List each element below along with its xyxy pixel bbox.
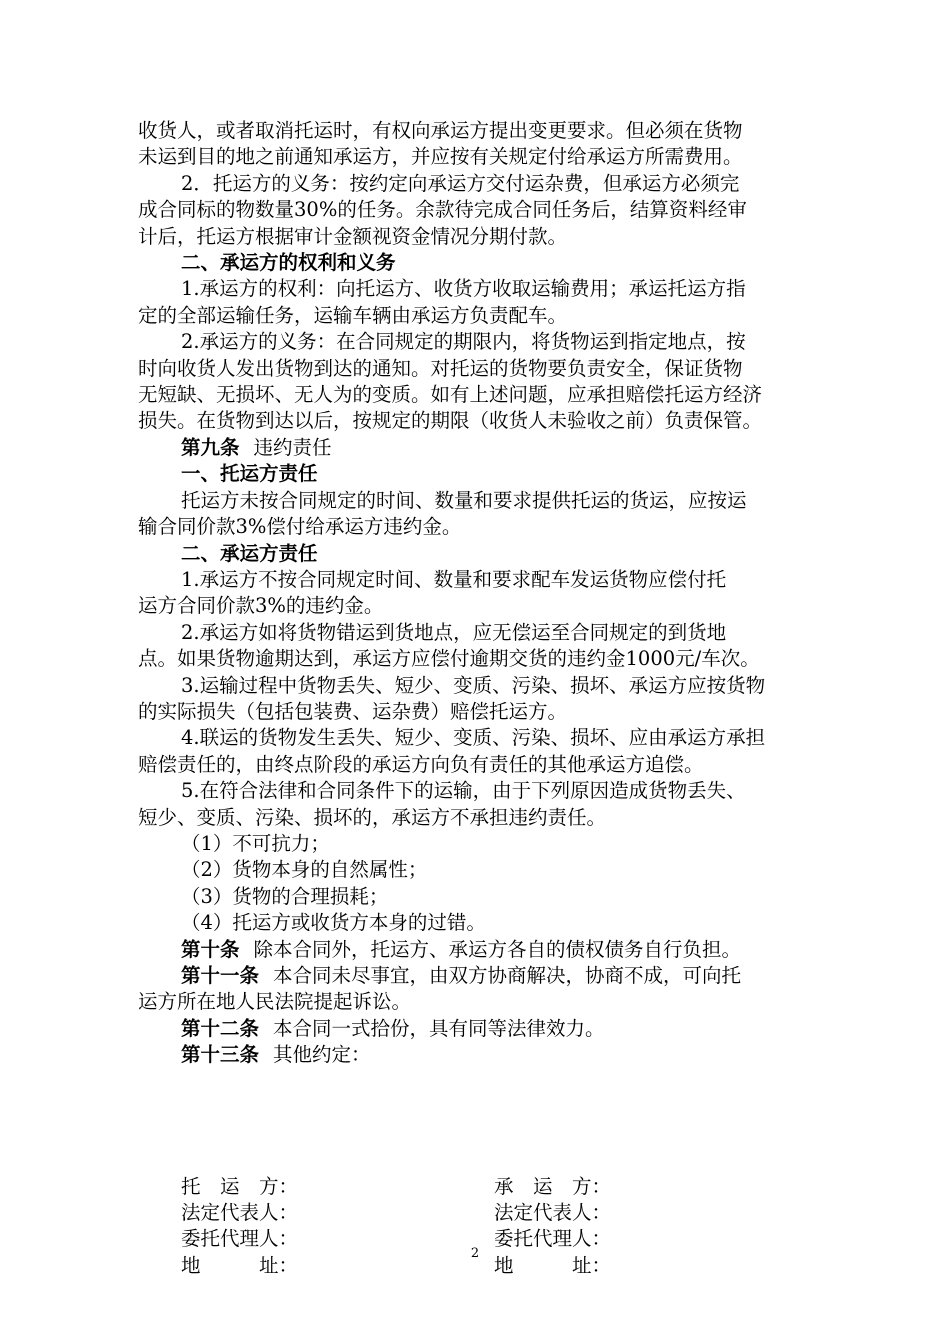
article-heading: 第十二条 <box>181 1016 260 1040</box>
signature-row <box>138 1200 818 1226</box>
text-line: 2.承运方如将货物错运到货地点，应无偿运至合同规定的到货地 <box>181 620 727 644</box>
text-line: 时向收货人发出货物到达的通知。对托运的货物要负责安全，保证货物 <box>138 356 743 380</box>
contract-text <box>138 118 818 1069</box>
text-line: 成合同标的物数量30%的任务。余款待完成合同任务后，结算资料经审 <box>138 198 747 222</box>
text-line: 短少、变质、污染、损坏的，承运方不承担违约责任。 <box>138 805 607 829</box>
text-line: 定的全部运输任务，运输车辆由承运方负责配车。 <box>138 303 568 327</box>
signature-label-left: 委托代理人： <box>181 1227 299 1251</box>
text-line: 点。如果货物逾期达到，承运方应偿付逾期交货的违约金1000元/车次。 <box>138 647 760 671</box>
signature-label-right: 委托代理人： <box>494 1227 612 1251</box>
text-line: 运方合同价款3%的违约金。 <box>138 594 384 618</box>
text-line: 无短缺、无损坏、无人为的变质。如有上述问题，应承担赔偿托运方经济 <box>138 383 763 407</box>
article-heading: 第十条 <box>181 937 240 961</box>
article-text: 本合同未尽事宜，由双方协商解决，协商不成，可向托 <box>273 964 742 987</box>
signature-label-left: 地 址： <box>181 1253 299 1277</box>
text-line: 输合同价款3%偿付给承运方违约金。 <box>138 515 462 539</box>
text-line: 1.承运方不按合同规定时间、数量和要求配车发运货物应偿付托 <box>181 567 727 591</box>
text-line: （1）不可抗力； <box>181 831 330 855</box>
document-body <box>138 118 818 1279</box>
article-heading: 第九条 <box>181 435 240 459</box>
text-line: 5.在符合法律和合同条件下的运输，由于下列原因造成货物丢失、 <box>181 779 746 803</box>
text-line <box>138 435 818 461</box>
article-text: 除本合同外，托运方、承运方各自的债权债务自行负担。 <box>253 937 742 961</box>
signature-label-left: 托 运 方： <box>181 1174 299 1198</box>
text-line: （2）货物本身的自然属性； <box>181 858 428 882</box>
signature-block <box>138 1174 818 1280</box>
signature-label-right: 承 运 方： <box>494 1174 612 1198</box>
text-line: （4）托运方或收货方本身的过错。 <box>181 911 486 935</box>
article-text: 违约责任 <box>253 435 332 459</box>
text-line: 赔偿责任的，由终点阶段的承运方向负有责任的其他承运方追偿。 <box>138 752 704 776</box>
text-line <box>138 1042 818 1068</box>
text-line: 4.联运的货物发生丢失、短少、变质、污染、损坏、应由承运方承担 <box>181 726 766 750</box>
signature-label-right: 法定代表人： <box>494 1201 612 1225</box>
text-line: 2.承运方的义务：在合同规定的期限内，将货物运到指定地点，按 <box>181 330 746 354</box>
text-line: 的实际损失（包括包装费、运杂费）赔偿托运方。 <box>138 699 568 723</box>
article-heading: 第十一条 <box>181 964 260 987</box>
article-heading: 第十三条 <box>181 1043 260 1067</box>
signature-label-right: 地 址： <box>494 1253 612 1277</box>
text-line: 二、承运方责任 <box>181 541 318 565</box>
text-line: 二、承运方的权利和义务 <box>181 251 396 275</box>
signature-row <box>138 1174 818 1200</box>
text-line: 2．托运方的义务：按约定向承运方交付运杂费，但承运方必须完 <box>181 171 740 195</box>
article-text: 其他约定： <box>273 1043 371 1067</box>
text-line: 运方所在地人民法院提起诉讼。 <box>138 990 412 1014</box>
text-line: 损失。在货物到达以后，按规定的期限（收货人未验收之前）负责保管。 <box>138 409 763 433</box>
blank-space <box>138 1069 818 1174</box>
page-number: 2 <box>470 1246 480 1261</box>
text-line: 一、托运方责任 <box>181 462 318 486</box>
signature-label-left: 法定代表人： <box>181 1201 299 1225</box>
text-line <box>138 937 818 963</box>
text-line: （3）货物的合理损耗； <box>181 884 389 908</box>
text-line: 1.承运方的权利：向托运方、收货方收取运输费用；承运托运方指 <box>181 277 746 301</box>
text-line: 未运到目的地之前通知承运方，并应按有关规定付给承运方所需费用。 <box>138 145 743 169</box>
text-line: 3.运输过程中货物丢失、短少、变质、污染、损坏、承运方应按货物 <box>181 673 766 697</box>
text-line <box>138 1016 818 1042</box>
article-text: 本合同一式拾份，具有同等法律效力。 <box>273 1016 605 1040</box>
text-line: 收货人，或者取消托运时，有权向承运方提出变更要求。但必须在货物 <box>138 119 743 142</box>
text-line: 托运方未按合同规定的时间、数量和要求提供托运的货运，应按运 <box>181 488 747 512</box>
text-line <box>138 963 818 989</box>
text-line: 计后，托运方根据审计金额视资金情况分期付款。 <box>138 224 568 248</box>
